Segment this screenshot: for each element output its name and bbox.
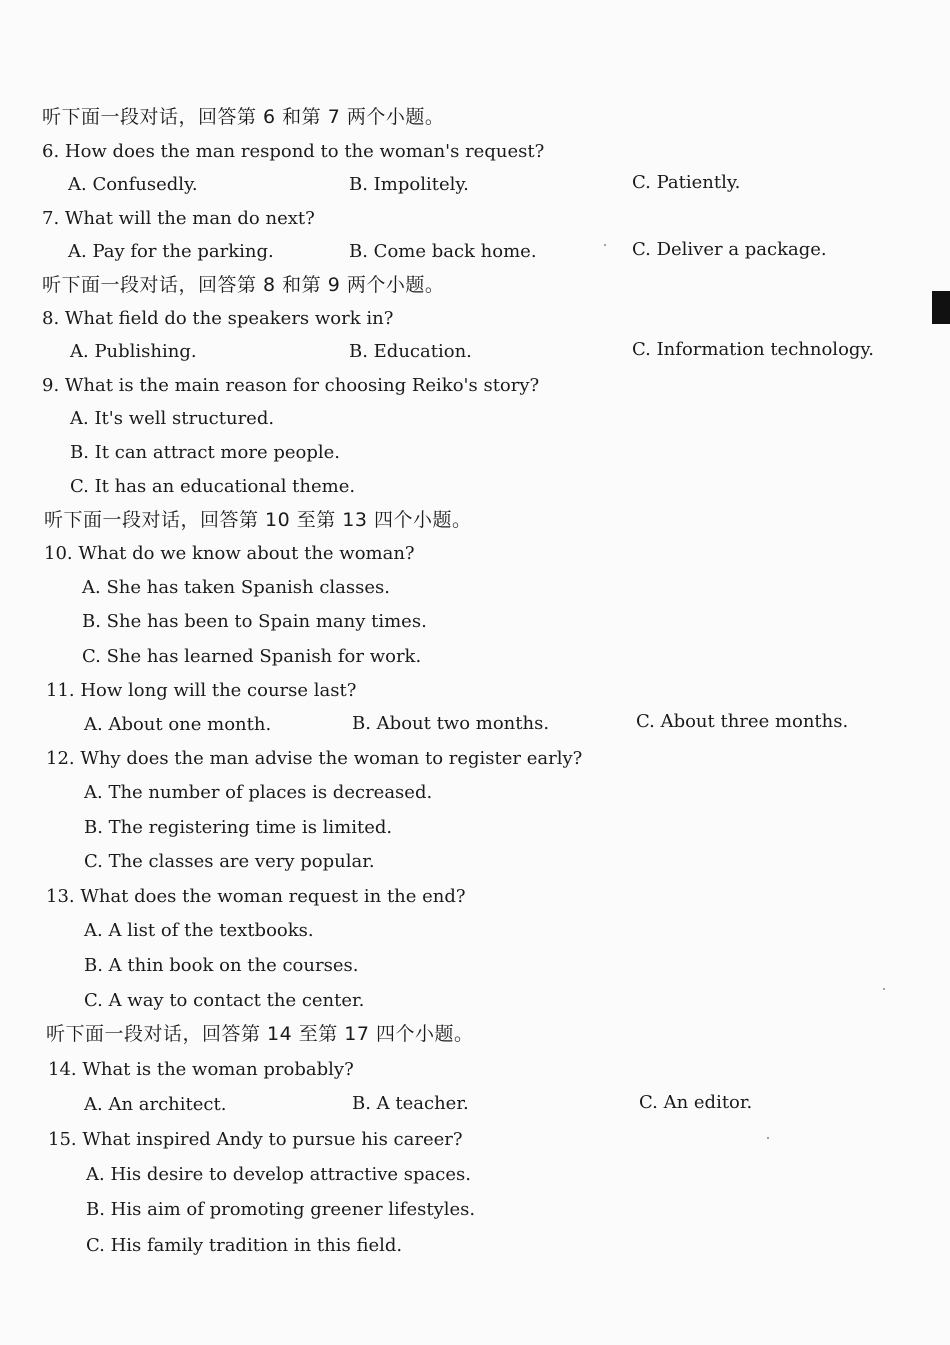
question-stem: 8. What field do the speakers work in? (42, 308, 394, 329)
question-stem: 9. What is the main reason for choosing Reiko's story? (42, 375, 540, 396)
option-b: B. About two months. (352, 713, 550, 734)
option-b: B. She has been to Spain many times. (82, 611, 427, 632)
question-stem: 12. Why does the man advise the woman to register early? (46, 748, 583, 769)
question-stem: 14. What is the woman probably? (48, 1059, 354, 1080)
scan-speck (604, 244, 606, 246)
question-stem: 6. How does the man respond to the woman's request? (42, 141, 545, 162)
option-c: C. His family tradition in this field. (86, 1235, 403, 1256)
option-c: C. The classes are very popular. (84, 851, 375, 872)
option-c: C. Information technology. (632, 339, 874, 360)
option-b: B. It can attract more people. (70, 442, 340, 463)
option-b: B. A thin book on the courses. (84, 955, 359, 976)
section-heading: 听下面一段对话，回答第 14 至第 17 四个小题。 (46, 1023, 474, 1045)
question-stem: 13. What does the woman request in the end? (46, 886, 466, 907)
option-a: A. Confusedly. (68, 174, 198, 195)
option-a: A. Publishing. (70, 341, 197, 362)
section-heading: 听下面一段对话，回答第 10 至第 13 四个小题。 (44, 509, 472, 531)
option-a: A. The number of places is decreased. (84, 782, 433, 803)
option-b: B. Come back home. (349, 241, 537, 262)
option-c: C. It has an educational theme. (70, 476, 356, 497)
option-b: B. The registering time is limited. (84, 817, 393, 838)
scan-speck (883, 988, 885, 990)
scan-speck (767, 1137, 769, 1139)
option-a: A. She has taken Spanish classes. (82, 577, 391, 598)
option-b: B. Impolitely. (349, 174, 469, 195)
question-stem: 15. What inspired Andy to pursue his career? (48, 1129, 463, 1150)
option-a: A. It's well structured. (70, 408, 275, 429)
option-a: A. About one month. (84, 714, 272, 735)
option-b: B. His aim of promoting greener lifestyles. (86, 1199, 476, 1220)
option-c: C. About three months. (636, 711, 849, 732)
option-c: C. Patiently. (632, 172, 741, 193)
question-stem: 11. How long will the course last? (46, 680, 357, 701)
option-a: A. Pay for the parking. (68, 241, 274, 262)
option-c: C. A way to contact the center. (84, 990, 365, 1011)
option-c: C. She has learned Spanish for work. (82, 646, 422, 667)
option-b: B. Education. (349, 341, 472, 362)
question-stem: 10. What do we know about the woman? (44, 543, 415, 564)
option-c: C. Deliver a package. (632, 239, 827, 260)
binding-mark (932, 291, 950, 324)
option-b: B. A teacher. (352, 1093, 469, 1114)
section-heading: 听下面一段对话，回答第 8 和第 9 两个小题。 (42, 274, 445, 296)
question-stem: 7. What will the man do next? (42, 208, 315, 229)
option-a: A. An architect. (84, 1094, 227, 1115)
option-a: A. A list of the textbooks. (84, 920, 314, 941)
section-heading: 听下面一段对话，回答第 6 和第 7 两个小题。 (42, 106, 445, 128)
option-a: A. His desire to develop attractive spaces. (86, 1164, 471, 1185)
option-c: C. An editor. (639, 1092, 753, 1113)
